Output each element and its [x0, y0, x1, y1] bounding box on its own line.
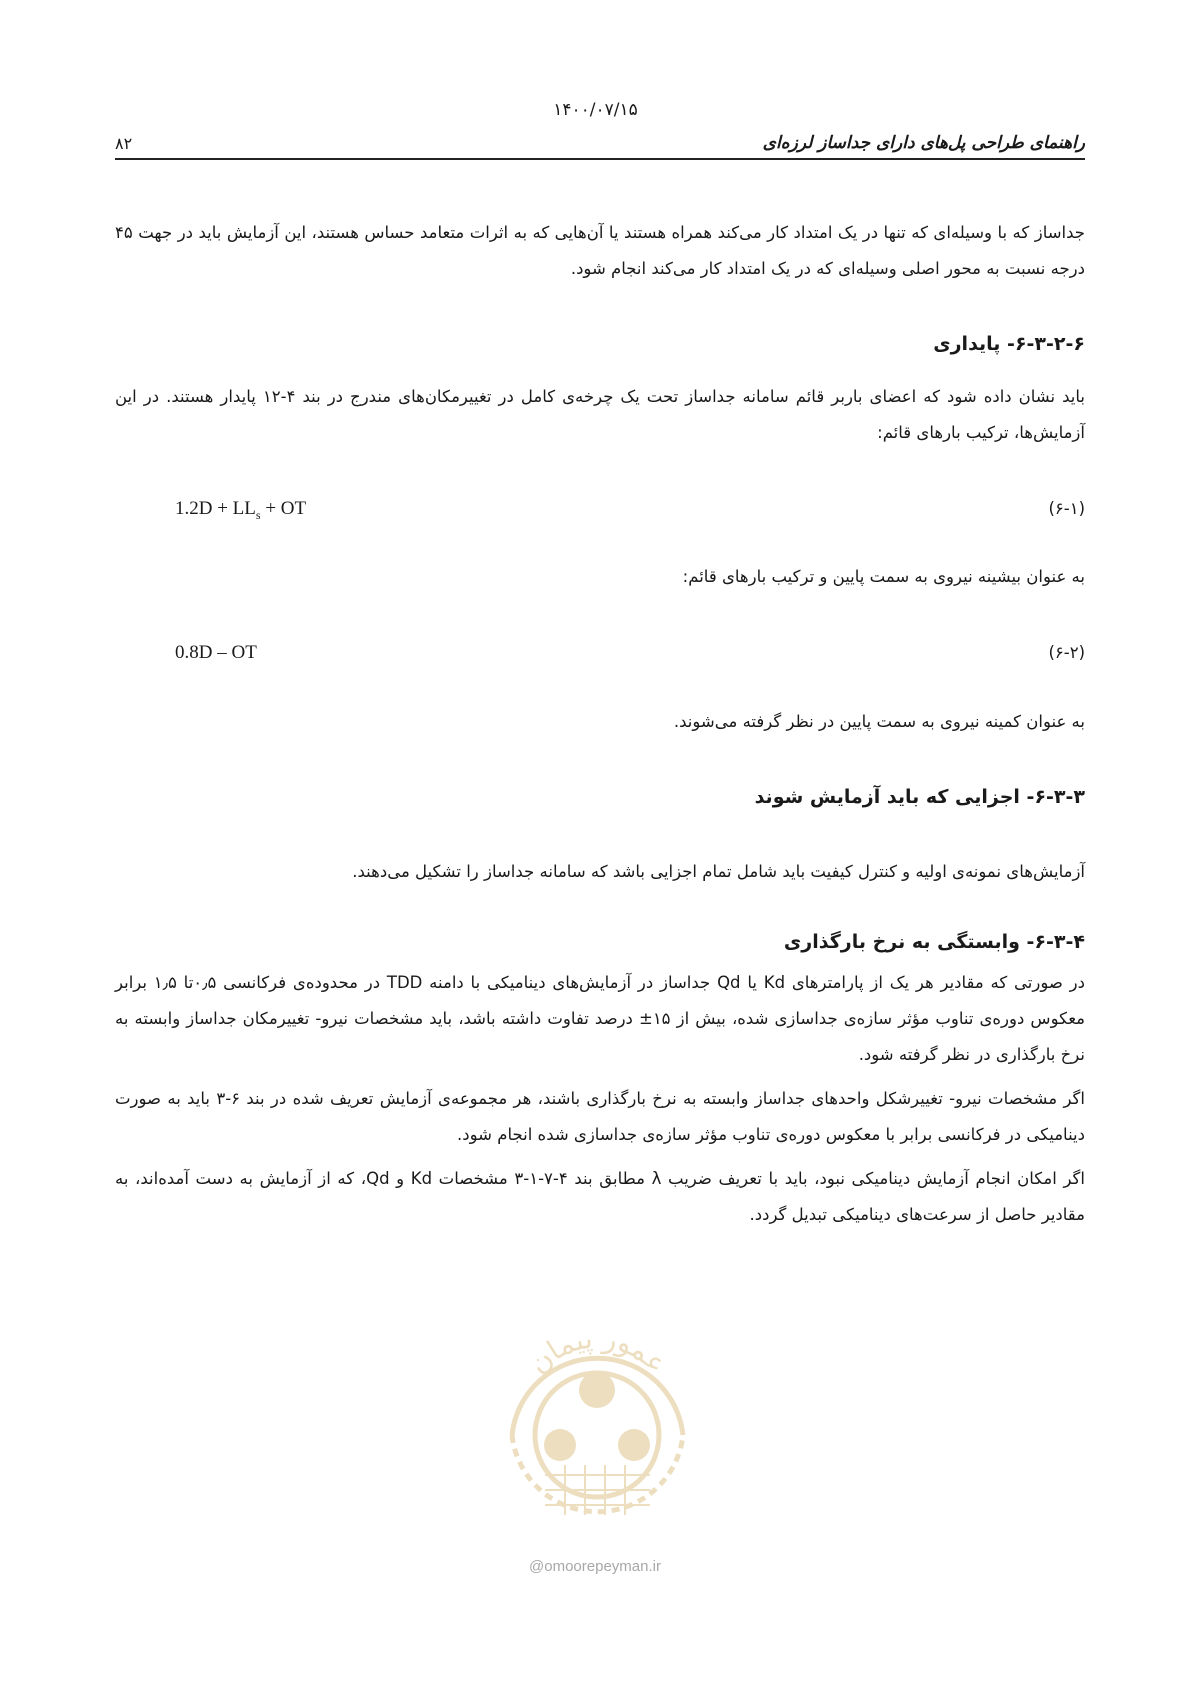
heading-components: ۶-۳-۳- اجزایی که باید آزمایش شوند [754, 786, 1085, 808]
paragraph-intro: جداساز که با وسیله‌ای که تنها در یک امتداد کار می‌کند همراه هستند یا آن‌هایی که به اثرات متعامد حساس هستند، این آزمایش باید در جهت ۴۵ درجه نسبت به محور اصلی وسیله‌ای که در یک امتداد کار می‌کند انجام شود. [115, 223, 1085, 278]
equation-1 [115, 491, 1085, 527]
watermark-site: @omoorepeyman.ir [529, 1558, 661, 1575]
equation-2-number: (۶-۲) [1048, 643, 1085, 662]
watermark-arc-text: عمور پیمان [521, 1321, 674, 1380]
paragraph-stability: باید نشان داده شود که اعضای باربر قائم سامانه جداساز تحت یک چرخه‌ی کامل در تغییرمکان‌های مندرج در بند ۴-۱۲ پایدار هستند. در این آزمایش‌ها، ترکیب بارهای قائم: [115, 387, 1085, 442]
running-header [115, 130, 1085, 160]
equation-2-expression: 0.8D – OT [175, 642, 257, 663]
equation-2 [115, 635, 1085, 671]
equation-1-number: (۶-۱) [1048, 499, 1085, 518]
paragraph-after-eq1: به عنوان بیشینه نیروی به سمت پایین و ترکیب بارهای قائم: [682, 567, 1085, 586]
paragraph-rate-2: اگر مشخصات نیرو- تغییرشکل واحدهای جداساز وابسته به نرخ بارگذاری باشند، هر مجموعه‌ی آزمایش تعریف شده در بند ۶-۳ باید به صورت دینامیکی در فرکانسی برابر با معکوس دوره‌ی تناوب مؤثر سازه‌ی جداسازی شده انجام شود. [115, 1089, 1085, 1144]
body-content [115, 215, 1085, 1233]
page-number: ۸۲ [115, 134, 133, 153]
paragraph-components: آزمایش‌های نمونه‌ی اولیه و کنترل کیفیت باید شامل تمام اجزایی باشد که سامانه جداساز را تشکیل می‌دهند. [352, 862, 1085, 881]
header-title: راهنمای طراحی پل‌های دارای جداساز لرزه‌ای [762, 133, 1085, 153]
paragraph-rate-3: اگر امکان انجام آزمایش دینامیکی نبود، باید با تعریف ضریب λ مطابق بند ۴-۷-۱-۳ مشخصات Kd و Qd، که از آزمایش به دست آمده‌اند، به مقادیر حاصل از سرعت‌های دینامیکی تبدیل گردد. [115, 1169, 1085, 1224]
heading-stability: ۶-۳-۲-۶- پایداری [933, 333, 1085, 355]
watermark-logo [490, 1300, 705, 1570]
document-date: ۱۴۰۰/۰۷/۱۵ [553, 100, 638, 120]
equation-1-expression: $1.2D + LL_s$ + OT [175, 498, 307, 522]
heading-rate-dependency: ۶-۳-۴- وابستگی به نرخ بارگذاری [783, 931, 1085, 953]
paragraph-after-eq2: به عنوان کمینه نیروی به سمت پایین در نظر گرفته می‌شوند. [673, 712, 1085, 731]
paragraph-rate-1: در صورتی که مقادیر هر یک از پارامترهای Kd یا Qd جداساز در آزمایش‌های دینامیکی با دامنه TDD در محدوده‌ی فرکانسی ۰٫۵تا ۱٫۵ برابر معکوس دوره‌ی تناوب مؤثر سازه‌ی جداسازی شده، بیش از ۱۵± درصد تفاوت داشته باشد، باید مشخصات نیرو- تغییرمکان جداساز وابسته به نرخ بارگذاری در نظر گرفته شود. [115, 973, 1085, 1064]
